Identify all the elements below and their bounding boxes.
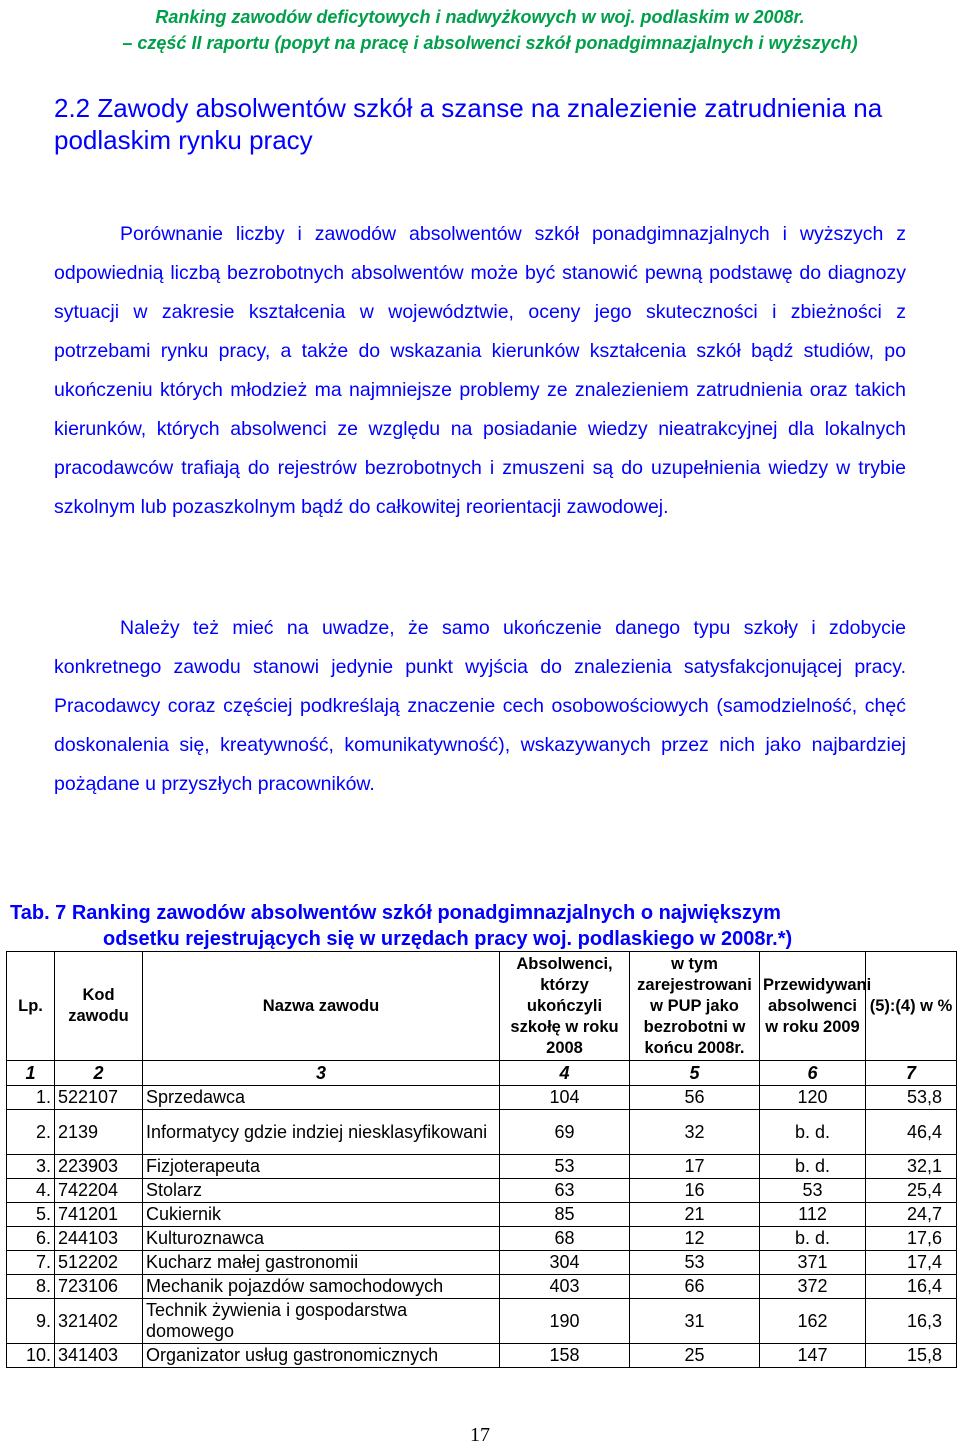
cell-graduates: 53 (500, 1155, 630, 1179)
header-code: Kod zawodu (55, 952, 143, 1061)
paragraph-1: Porównanie liczby i zawodów absolwentów szkół ponadgimnazjalnych i wyższych z odpowiednią liczbą bezrobotnych absolwentów może być stanowić pewną podstawę do diagnozy sytuacji w zakresie kształcenia w województwie, oceny jego skuteczności i zbieżności z potrzebami rynku pracy, a także do wskazania kierunków kształcenia szkół bądź studiów, po ukończeniu których młodzież ma najmniejsze problemy ze znalezieniem zatrudnienia oraz takich kierunków, których absolwenci ze względu na posiadanie wiedzy nieatrakcyjnej dla lokalnych pracodawców trafiają do rejestrów bezrobotnych i zmuszeni są do uzupełnienia wiedzy w trybie szkolnym lub pozaszkolnym bądź do całkowitej reorientacji zawodowej. (54, 223, 906, 518)
paragraph-2: Należy też mieć na uwadze, że samo ukończenie danego typu szkoły i zdobycie konkretnego zawodu stanowi jedynie punkt wyjścia do znalezienia satysfakcjonującej pracy. Pracodawcy coraz częściej podkreślają znaczenie cech osobowościowych (samodzielność, chęć doskonalenia się, kreatywność, komunikatywność), wskazywanych przez nich jako najbardziej pożądane u przyszłych pracowników. (54, 617, 906, 795)
header-registered: w tym zarejestrowani w PUP jako bezrobotni w końcu 2008r. (630, 952, 760, 1061)
cell-code: 341403 (55, 1344, 143, 1368)
cell-ratio: 24,7 (866, 1203, 957, 1227)
table-row (7, 1344, 957, 1368)
header-ratio: (5):(4) w % (866, 952, 957, 1061)
cell-graduates: 63 (500, 1179, 630, 1203)
cell-ratio: 16,4 (866, 1275, 957, 1299)
cell-name: Mechanik pojazdów samochodowych (143, 1275, 500, 1299)
table-row (7, 1086, 957, 1110)
cell-code: 321402 (55, 1299, 143, 1344)
table-caption (10, 900, 950, 952)
cell-lp: 10. (7, 1344, 55, 1368)
cell-registered: 16 (630, 1179, 760, 1203)
cell-graduates: 190 (500, 1299, 630, 1344)
cell-lp: 6. (7, 1227, 55, 1251)
column-number: 4 (500, 1061, 630, 1086)
column-number: 1 (7, 1061, 55, 1086)
cell-registered: 56 (630, 1086, 760, 1110)
table-row (7, 1227, 957, 1251)
cell-ratio: 53,8 (866, 1086, 957, 1110)
table-row (7, 1203, 957, 1227)
running-header (0, 4, 960, 56)
cell-forecast: 372 (760, 1275, 866, 1299)
cell-graduates: 403 (500, 1275, 630, 1299)
cell-name: Fizjoterapeuta (143, 1155, 500, 1179)
cell-graduates: 104 (500, 1086, 630, 1110)
cell-name: Organizator usług gastronomicznych (143, 1344, 500, 1368)
cell-ratio: 17,4 (866, 1251, 957, 1275)
cell-lp: 2. (7, 1110, 55, 1155)
cell-name: Technik żywienia i gospodarstwa domowego (143, 1299, 500, 1344)
cell-name: Kulturoznawca (143, 1227, 500, 1251)
header-line-2: – część II raportu (popyt na pracę i absolwenci szkół ponadgimnazjalnych i wyższych) (122, 33, 858, 53)
cell-code: 2139 (55, 1110, 143, 1155)
cell-forecast: 112 (760, 1203, 866, 1227)
cell-lp: 1. (7, 1086, 55, 1110)
cell-code: 741201 (55, 1203, 143, 1227)
ranking-table (6, 951, 957, 1368)
table-row (7, 1110, 957, 1155)
column-number: 3 (143, 1061, 500, 1086)
table-header-row (7, 952, 957, 1061)
cell-ratio: 17,6 (866, 1227, 957, 1251)
cell-ratio: 25,4 (866, 1179, 957, 1203)
cell-code: 244103 (55, 1227, 143, 1251)
cell-graduates: 69 (500, 1110, 630, 1155)
column-number: 2 (55, 1061, 143, 1086)
cell-registered: 32 (630, 1110, 760, 1155)
table-row (7, 1251, 957, 1275)
cell-name: Sprzedawca (143, 1086, 500, 1110)
cell-forecast: b. d. (760, 1155, 866, 1179)
cell-forecast: 120 (760, 1086, 866, 1110)
cell-name: Informatycy gdzie indziej niesklasyfikowani (143, 1110, 500, 1155)
page-number: 17 (470, 1424, 490, 1446)
cell-name: Kucharz małej gastronomii (143, 1251, 500, 1275)
cell-registered: 12 (630, 1227, 760, 1251)
cell-lp: 4. (7, 1179, 55, 1203)
cell-forecast: 53 (760, 1179, 866, 1203)
cell-code: 512202 (55, 1251, 143, 1275)
header-name: Nazwa zawodu (143, 952, 500, 1061)
cell-forecast: 371 (760, 1251, 866, 1275)
cell-graduates: 85 (500, 1203, 630, 1227)
header-graduates: Absolwenci, którzy ukończyli szkołę w roku 2008 (500, 952, 630, 1061)
cell-forecast: 147 (760, 1344, 866, 1368)
cell-name: Cukiernik (143, 1203, 500, 1227)
cell-registered: 25 (630, 1344, 760, 1368)
cell-registered: 21 (630, 1203, 760, 1227)
cell-registered: 53 (630, 1251, 760, 1275)
cell-registered: 31 (630, 1299, 760, 1344)
column-number: 5 (630, 1061, 760, 1086)
cell-registered: 17 (630, 1155, 760, 1179)
header-lp: Lp. (7, 952, 55, 1061)
cell-lp: 7. (7, 1251, 55, 1275)
cell-ratio: 46,4 (866, 1110, 957, 1155)
cell-code: 223903 (55, 1155, 143, 1179)
column-number-row (7, 1061, 957, 1086)
cell-forecast: b. d. (760, 1227, 866, 1251)
header-forecast: Przewidywani absolwenci w roku 2009 (760, 952, 866, 1061)
cell-lp: 8. (7, 1275, 55, 1299)
cell-lp: 5. (7, 1203, 55, 1227)
table-row (7, 1155, 957, 1179)
column-number: 7 (866, 1061, 957, 1086)
cell-registered: 66 (630, 1275, 760, 1299)
header-line-1: Ranking zawodów deficytowych i nadwyżkowych w woj. podlaskim w 2008r. (155, 7, 805, 27)
cell-forecast: b. d. (760, 1110, 866, 1155)
table-row (7, 1179, 957, 1203)
cell-name: Stolarz (143, 1179, 500, 1203)
cell-graduates: 158 (500, 1344, 630, 1368)
table-row (7, 1299, 957, 1344)
cell-code: 723106 (55, 1275, 143, 1299)
cell-lp: 9. (7, 1299, 55, 1344)
cell-ratio: 15,8 (866, 1344, 957, 1368)
cell-lp: 3. (7, 1155, 55, 1179)
cell-code: 742204 (55, 1179, 143, 1203)
section-title: 2.2 Zawody absolwentów szkół a szanse na znalezienie zatrudnienia na podlaskim rynku pracy (54, 93, 883, 155)
cell-ratio: 16,3 (866, 1299, 957, 1344)
table-caption-line-2: odsetku rejestrujących się w urzędach pracy woj. podlaskiego w 2008r.*) (103, 928, 793, 950)
column-number: 6 (760, 1061, 866, 1086)
cell-code: 522107 (55, 1086, 143, 1110)
cell-forecast: 162 (760, 1299, 866, 1344)
table-row (7, 1275, 957, 1299)
table-caption-line-1: Tab. 7 Ranking zawodów absolwentów szkół ponadgimnazjalnych o największym (10, 902, 781, 924)
cell-graduates: 68 (500, 1227, 630, 1251)
cell-ratio: 32,1 (866, 1155, 957, 1179)
cell-graduates: 304 (500, 1251, 630, 1275)
